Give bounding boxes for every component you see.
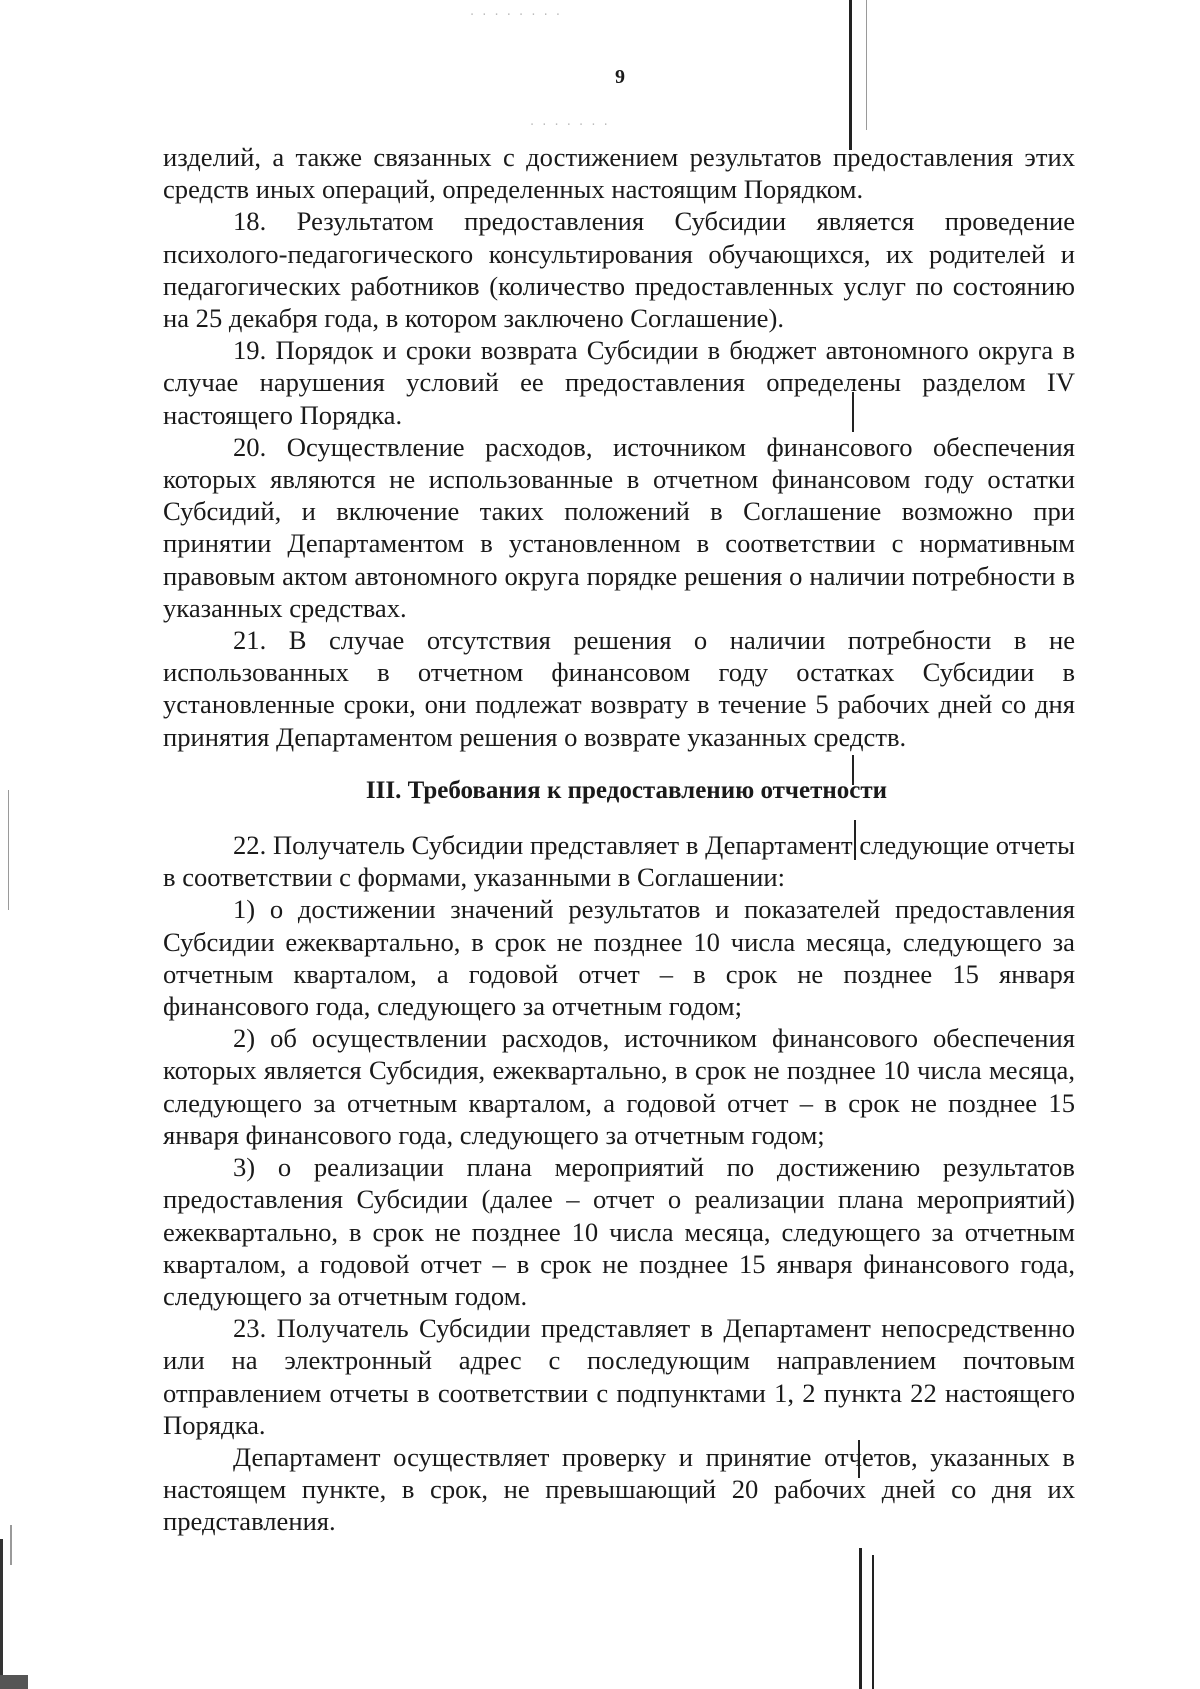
paragraph: 23. Получатель Субсидии представляет в Департамент непосредственно или на электронный адрес с последующим направлением почтовым отправлением отчеты в соответствии с подпунктами 1, 2 пункта 22 настоящего Порядка.	[163, 1313, 1075, 1440]
paragraph: 19. Порядок и сроки возврата Субсидии в бюджет автономного округа в случае нарушения условий ее предоставления определены разделом IV настоящего Порядка.	[163, 335, 1075, 430]
paragraph: 21. В случае отсутствия решения о наличии потребности в не использованных в отчетном финансовом году остатках Субсидии в установленные сроки, они подлежат возврату в течение 5 рабочих дней со дня принятия Департаментом решения о возврате указанных средств.	[163, 625, 1075, 752]
page-number: 9	[615, 66, 625, 88]
scan-noise: · · · · · · ·	[530, 118, 610, 133]
scan-line	[8, 790, 9, 910]
document-body	[163, 141, 1075, 1538]
scan-line	[859, 1548, 862, 1689]
scan-noise: · · · · · · · ·	[470, 8, 562, 23]
paragraph: изделий, а также связанных с достижением результатов предоставления этих средств иных операций, определенных настоящим Порядком.	[163, 142, 1075, 205]
list-item: 1) о достижении значений результатов и показателей предоставления Субсидии ежеквартально, в срок не позднее 10 числа месяца, следующего за отчетным кварталом, а годовой отчет – в срок не позднее 15 января финансового года, следующего за отчетным годом;	[163, 894, 1075, 1022]
list-item: 3) о реализации плана мероприятий по достижению результатов предоставления Субсидии (далее – отчет о реализации плана мероприятий) ежеквартально, в срок не позднее 10 числа месяца, следующего за отчетным кварталом, а годовой отчет – в срок не позднее 15 января финансового года, следующего за отчетным годом.	[163, 1152, 1075, 1311]
scan-line	[866, 0, 867, 130]
scan-line	[872, 1555, 874, 1689]
paragraph: 18. Результатом предоставления Субсидии является проведение психолого-педагогического консультирования обучающихся, их родителей и педагогических работников (количество предоставленных услуг по состоянию на 25 декабря года, в котором заключено Соглашение).	[163, 206, 1075, 334]
paragraph: 20. Осуществление расходов, источником финансового обеспечения которых являются не использованные в отчетном финансовом году остатки Субсидий, и включение таких положений в Соглашение возможно при принятии Департаментом в установленном в соответствии с нормативным правовым актом автономного округа порядке решения о наличии потребности в указанных средствах.	[163, 431, 1075, 623]
paragraph: 22. Получатель Субсидии представляет в Департамент следующие отчеты в соответствии с формами, указанными в Соглашении:	[163, 830, 1075, 893]
paragraph: Департамент осуществляет проверку и принятие отчетов, указанных в настоящем пункте, в срок, не превышающий 20 рабочих дней со дня их представления.	[163, 1441, 1075, 1537]
section-heading: III. Требования к предоставлению отчетности	[365, 776, 888, 804]
scan-line	[849, 0, 852, 150]
scan-corner-mark	[0, 1675, 28, 1689]
scan-corner-mark	[0, 1539, 33, 1689]
list-item: 2) об осуществлении расходов, источником финансового обеспечения которых является Субсидия, ежеквартально, в срок не позднее 10 числа месяца, следующего за отчетным кварталом, а годовой отчет – в срок не позднее 15 января финансового года, следующего за отчетным годом;	[163, 1023, 1075, 1150]
